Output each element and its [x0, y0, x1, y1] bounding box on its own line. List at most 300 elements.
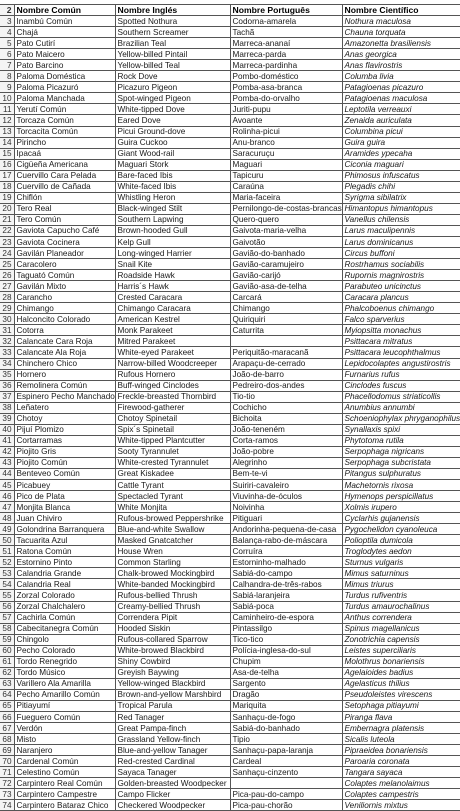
scientific-name-cell[interactable]: Furnarius rufus [342, 369, 460, 380]
portuguese-name-cell[interactable]: Pombo-doméstico [230, 71, 342, 82]
row-number-cell[interactable]: 40 [0, 424, 14, 435]
row-number-cell[interactable]: 24 [0, 248, 14, 259]
row-number-cell[interactable]: 69 [0, 745, 14, 756]
english-name-cell[interactable]: White Monjita [115, 502, 230, 513]
portuguese-name-cell[interactable]: Rolinha-picui [230, 126, 342, 137]
scientific-name-cell[interactable]: Leistes superciliaris [342, 645, 460, 656]
common-name-cell[interactable]: Halconcito Colorado [14, 314, 115, 325]
portuguese-name-cell[interactable]: Pica-pau-do-campo [230, 789, 342, 800]
row-number-cell[interactable]: 11 [0, 104, 14, 115]
portuguese-name-cell[interactable]: Balança-rabo-de-máscara [230, 535, 342, 546]
scientific-name-cell[interactable]: Turdus rufiventris [342, 590, 460, 601]
scientific-name-cell[interactable]: Syrigma sibilatrix [342, 192, 460, 203]
portuguese-name-cell[interactable]: Marreca-ananaí [230, 38, 342, 49]
common-name-cell[interactable]: Ratona Común [14, 546, 115, 557]
portuguese-name-cell[interactable]: Gavião-asa-de-telha [230, 281, 342, 292]
english-name-cell[interactable]: Southern Lapwing [115, 214, 230, 225]
row-number-cell[interactable]: 3 [0, 16, 14, 27]
row-number-cell[interactable]: 2 [0, 5, 14, 16]
scientific-name-cell[interactable]: Myiopsitta monachus [342, 325, 460, 336]
common-name-cell[interactable]: Cabecitanegra Común [14, 623, 115, 634]
row-number-cell[interactable]: 15 [0, 148, 14, 159]
common-name-cell[interactable]: Chingolo [14, 634, 115, 645]
common-name-cell[interactable]: Pato Cutirí [14, 38, 115, 49]
english-name-cell[interactable]: Harris´s Hawk [115, 281, 230, 292]
scientific-name-cell[interactable]: Embernagra platensis [342, 723, 460, 734]
scientific-name-cell[interactable]: Agelaioides badius [342, 667, 460, 678]
common-name-cell[interactable]: Juan Chiviro [14, 513, 115, 524]
common-name-cell[interactable]: Picabuey [14, 480, 115, 491]
row-number-cell[interactable]: 22 [0, 225, 14, 236]
scientific-name-cell[interactable]: Molothrus bonariensis [342, 656, 460, 667]
portuguese-name-cell[interactable]: Gavião-caramujeiro [230, 259, 342, 270]
row-number-cell[interactable]: 45 [0, 480, 14, 491]
portuguese-name-cell[interactable]: Mariquita [230, 700, 342, 711]
english-name-cell[interactable]: Grassland Yellow-finch [115, 734, 230, 745]
scientific-name-cell[interactable]: Larus maculipennis [342, 225, 460, 236]
portuguese-name-cell[interactable]: Carcará [230, 292, 342, 303]
english-name-cell[interactable]: House Wren [115, 546, 230, 557]
common-name-cell[interactable]: Chajá [14, 27, 115, 38]
scientific-name-cell[interactable]: Turdus amaurochalinus [342, 601, 460, 612]
english-name-cell[interactable]: Spectacled Tyrant [115, 491, 230, 502]
scientific-name-cell[interactable]: Psittacara mitratus [342, 336, 460, 347]
row-number-cell[interactable]: 54 [0, 579, 14, 590]
scientific-name-cell[interactable]: Phytotoma rutila [342, 435, 460, 446]
scientific-name-cell[interactable]: Colaptes campestris [342, 789, 460, 800]
common-name-cell[interactable]: Yerutí Común [14, 104, 115, 115]
row-number-cell[interactable]: 71 [0, 767, 14, 778]
portuguese-name-cell[interactable]: Tachã [230, 27, 342, 38]
common-name-cell[interactable]: Calandria Grande [14, 568, 115, 579]
column-header-scientific-name[interactable]: Nombre Científico [342, 5, 460, 16]
column-header-common-name[interactable]: Nombre Común [14, 5, 115, 16]
row-number-cell[interactable]: 74 [0, 800, 14, 811]
scientific-name-cell[interactable]: Rostrhamus sociabilis [342, 259, 460, 270]
row-number-cell[interactable]: 64 [0, 689, 14, 700]
scientific-name-cell[interactable]: Columba livia [342, 71, 460, 82]
english-name-cell[interactable]: White-crested Tyrannulet [115, 457, 230, 468]
common-name-cell[interactable]: Cigüeña Americana [14, 159, 115, 170]
english-name-cell[interactable]: Red-crested Cardinal [115, 756, 230, 767]
scientific-name-cell[interactable]: Phimosus infuscatus [342, 170, 460, 181]
portuguese-name-cell[interactable]: Quiriquiri [230, 314, 342, 325]
english-name-cell[interactable]: Rufous-browed Peppershrike [115, 513, 230, 524]
row-number-cell[interactable]: 6 [0, 49, 14, 60]
portuguese-name-cell[interactable]: Bichoita [230, 413, 342, 424]
row-number-cell[interactable]: 61 [0, 656, 14, 667]
portuguese-name-cell[interactable]: Sargento [230, 678, 342, 689]
common-name-cell[interactable]: Taguató Común [14, 270, 115, 281]
scientific-name-cell[interactable]: Chauna torquata [342, 27, 460, 38]
english-name-cell[interactable]: Maguari Stork [115, 159, 230, 170]
english-name-cell[interactable]: Snail Kite [115, 259, 230, 270]
row-number-cell[interactable]: 21 [0, 214, 14, 225]
scientific-name-cell[interactable]: Troglodytes aedon [342, 546, 460, 557]
row-number-cell[interactable]: 31 [0, 325, 14, 336]
scientific-name-cell[interactable]: Circus buffoni [342, 248, 460, 259]
portuguese-name-cell[interactable]: Chupim [230, 656, 342, 667]
portuguese-name-cell[interactable]: Sabiá-do-campo [230, 568, 342, 579]
portuguese-name-cell[interactable]: Arapaçu-de-cerrado [230, 358, 342, 369]
english-name-cell[interactable]: Guira Cuckoo [115, 137, 230, 148]
english-name-cell[interactable]: Sooty Tyrannulet [115, 446, 230, 457]
common-name-cell[interactable]: Cotorra [14, 325, 115, 336]
portuguese-name-cell[interactable]: Corta-ramos [230, 435, 342, 446]
portuguese-name-cell[interactable]: Gaivotão [230, 236, 342, 247]
row-number-cell[interactable]: 57 [0, 612, 14, 623]
row-number-cell[interactable]: 52 [0, 557, 14, 568]
scientific-name-cell[interactable]: Hymenops perspicillatus [342, 491, 460, 502]
row-number-cell[interactable]: 68 [0, 734, 14, 745]
common-name-cell[interactable]: Estornino Pinto [14, 557, 115, 568]
common-name-cell[interactable]: Gavilán Planeador [14, 248, 115, 259]
english-name-cell[interactable]: Narrow-billed Woodcreeper [115, 358, 230, 369]
english-name-cell[interactable]: Tropical Parula [115, 700, 230, 711]
english-name-cell[interactable]: Giant Wood-rail [115, 148, 230, 159]
portuguese-name-cell[interactable]: Asa-de-telha [230, 667, 342, 678]
english-name-cell[interactable]: White-tipped Dove [115, 104, 230, 115]
common-name-cell[interactable]: Zorzal Colorado [14, 590, 115, 601]
row-number-cell[interactable]: 41 [0, 435, 14, 446]
scientific-name-cell[interactable]: Psittacara leucophthalmus [342, 347, 460, 358]
common-name-cell[interactable]: Paloma Doméstica [14, 71, 115, 82]
scientific-name-cell[interactable]: Patagioenas maculosa [342, 93, 460, 104]
row-number-cell[interactable]: 42 [0, 446, 14, 457]
scientific-name-cell[interactable]: Setophaga pitiayumi [342, 700, 460, 711]
english-name-cell[interactable]: Bare-faced Ibis [115, 170, 230, 181]
portuguese-name-cell[interactable]: Anu-branco [230, 137, 342, 148]
common-name-cell[interactable]: Leñatero [14, 402, 115, 413]
common-name-cell[interactable]: Torcacita Común [14, 126, 115, 137]
row-number-cell[interactable]: 70 [0, 756, 14, 767]
row-number-cell[interactable]: 62 [0, 667, 14, 678]
common-name-cell[interactable]: Tordo Renegrido [14, 656, 115, 667]
scientific-name-cell[interactable]: Vanellus chilensis [342, 214, 460, 225]
scientific-name-cell[interactable]: Rupornis magnirostris [342, 270, 460, 281]
common-name-cell[interactable]: Cardenal Común [14, 756, 115, 767]
row-number-cell[interactable]: 39 [0, 413, 14, 424]
row-number-cell[interactable]: 67 [0, 723, 14, 734]
english-name-cell[interactable]: Spix´s Spinetail [115, 424, 230, 435]
common-name-cell[interactable]: Pirincho [14, 137, 115, 148]
common-name-cell[interactable]: Piojito Común [14, 457, 115, 468]
english-name-cell[interactable]: White-tipped Plantcutter [115, 435, 230, 446]
row-number-cell[interactable]: 28 [0, 292, 14, 303]
portuguese-name-cell[interactable]: Avoante [230, 115, 342, 126]
common-name-cell[interactable]: Verdón [14, 723, 115, 734]
column-header-english-name[interactable]: Nombre Inglés [115, 5, 230, 16]
row-number-cell[interactable]: 59 [0, 634, 14, 645]
row-number-cell[interactable]: 38 [0, 402, 14, 413]
portuguese-name-cell[interactable]: Pomba-asa-branca [230, 82, 342, 93]
row-number-cell[interactable]: 33 [0, 347, 14, 358]
scientific-name-cell[interactable]: Paroaria coronata [342, 756, 460, 767]
english-name-cell[interactable]: Chotoy Spinetail [115, 413, 230, 424]
row-number-cell[interactable]: 56 [0, 601, 14, 612]
portuguese-name-cell[interactable]: Maria-faceira [230, 192, 342, 203]
scientific-name-cell[interactable]: Patagioenas picazuro [342, 82, 460, 93]
row-number-cell[interactable]: 5 [0, 38, 14, 49]
common-name-cell[interactable]: Cuervillo de Cañada [14, 181, 115, 192]
portuguese-name-cell[interactable] [230, 778, 342, 789]
common-name-cell[interactable]: Chinchero Chico [14, 358, 115, 369]
common-name-cell[interactable]: Chimango [14, 303, 115, 314]
scientific-name-cell[interactable]: Cyclarhis gujanensis [342, 513, 460, 524]
scientific-name-cell[interactable]: Guira guira [342, 137, 460, 148]
english-name-cell[interactable]: White-eyed Parakeet [115, 347, 230, 358]
common-name-cell[interactable]: Calancate Ala Roja [14, 347, 115, 358]
portuguese-name-cell[interactable]: Sanhaçu-cinzento [230, 767, 342, 778]
common-name-cell[interactable]: Tero Común [14, 214, 115, 225]
common-name-cell[interactable]: Piojito Gris [14, 446, 115, 457]
common-name-cell[interactable]: Zorzal Chalchalero [14, 601, 115, 612]
portuguese-name-cell[interactable]: Caturrita [230, 325, 342, 336]
portuguese-name-cell[interactable]: Sanhaçu-de-fogo [230, 712, 342, 723]
row-number-cell[interactable]: 10 [0, 93, 14, 104]
scientific-name-cell[interactable]: Plegadis chihi [342, 181, 460, 192]
scientific-name-cell[interactable]: Mimus saturninus [342, 568, 460, 579]
row-number-cell[interactable]: 50 [0, 535, 14, 546]
scientific-name-cell[interactable]: Phacellodomus striaticollis [342, 391, 460, 402]
portuguese-name-cell[interactable]: Pica-pau-chorão [230, 800, 342, 811]
portuguese-name-cell[interactable]: Marreca-pardinha [230, 60, 342, 71]
scientific-name-cell[interactable]: Pygochelidon cyanoleuca [342, 524, 460, 535]
english-name-cell[interactable]: Long-winged Harrier [115, 248, 230, 259]
common-name-cell[interactable]: Paloma Picazuró [14, 82, 115, 93]
portuguese-name-cell[interactable]: Codorna-amarela [230, 16, 342, 27]
portuguese-name-cell[interactable]: Bem-te-vi [230, 468, 342, 479]
portuguese-name-cell[interactable]: Estorninho-malhado [230, 557, 342, 568]
portuguese-name-cell[interactable]: João-teneném [230, 424, 342, 435]
portuguese-name-cell[interactable]: Pernilongo-de-costas-brancas [230, 203, 342, 214]
common-name-cell[interactable]: Celestino Común [14, 767, 115, 778]
portuguese-name-cell[interactable]: Caminheiro-de-espora [230, 612, 342, 623]
english-name-cell[interactable]: Greyish Baywing [115, 667, 230, 678]
scientific-name-cell[interactable]: Sturnus vulgaris [342, 557, 460, 568]
portuguese-name-cell[interactable]: Gavião-do-banhado [230, 248, 342, 259]
common-name-cell[interactable]: Varillero Ala Amarilla [14, 678, 115, 689]
row-number-cell[interactable]: 26 [0, 270, 14, 281]
row-number-cell[interactable]: 9 [0, 82, 14, 93]
portuguese-name-cell[interactable]: João-pobre [230, 446, 342, 457]
common-name-cell[interactable]: Gaviota Cocinera [14, 236, 115, 247]
scientific-name-cell[interactable]: Xolmis irupero [342, 502, 460, 513]
row-number-cell[interactable]: 4 [0, 27, 14, 38]
scientific-name-cell[interactable]: Spinus magellanicus [342, 623, 460, 634]
common-name-cell[interactable]: Remolinera Común [14, 380, 115, 391]
english-name-cell[interactable]: Brown-and-yellow Marshbird [115, 689, 230, 700]
portuguese-name-cell[interactable]: Chimango [230, 303, 342, 314]
common-name-cell[interactable]: Pecho Amarillo Común [14, 689, 115, 700]
row-number-cell[interactable]: 36 [0, 380, 14, 391]
portuguese-name-cell[interactable] [230, 336, 342, 347]
row-number-cell[interactable]: 35 [0, 369, 14, 380]
portuguese-name-cell[interactable]: Tipio [230, 734, 342, 745]
portuguese-name-cell[interactable]: Pedreiro-dos-andes [230, 380, 342, 391]
row-number-cell[interactable]: 55 [0, 590, 14, 601]
common-name-cell[interactable]: Gaviota Capucho Café [14, 225, 115, 236]
portuguese-name-cell[interactable]: Calhandra-de-três-rabos [230, 579, 342, 590]
scientific-name-cell[interactable]: Himantopus himantopus [342, 203, 460, 214]
row-number-cell[interactable]: 34 [0, 358, 14, 369]
row-number-cell[interactable]: 58 [0, 623, 14, 634]
common-name-cell[interactable]: Tero Real [14, 203, 115, 214]
scientific-name-cell[interactable]: Anas flavirostris [342, 60, 460, 71]
portuguese-name-cell[interactable]: Pitiguari [230, 513, 342, 524]
common-name-cell[interactable]: Pato Maicero [14, 49, 115, 60]
english-name-cell[interactable]: Campo Flicker [115, 789, 230, 800]
english-name-cell[interactable]: Masked Gnatcatcher [115, 535, 230, 546]
portuguese-name-cell[interactable]: Andorinha-pequena-de-casa [230, 524, 342, 535]
scientific-name-cell[interactable]: Amazonetta brasiliensis [342, 38, 460, 49]
scientific-name-cell[interactable]: Sicalis luteola [342, 734, 460, 745]
common-name-cell[interactable]: Pecho Colorado [14, 645, 115, 656]
common-name-cell[interactable]: Tordo Músico [14, 667, 115, 678]
portuguese-name-cell[interactable]: Tio-tio [230, 391, 342, 402]
english-name-cell[interactable]: Rufous-bellied Thrush [115, 590, 230, 601]
portuguese-name-cell[interactable]: Noivinha [230, 502, 342, 513]
common-name-cell[interactable]: Carancho [14, 292, 115, 303]
scientific-name-cell[interactable]: Ciconia maguari [342, 159, 460, 170]
scientific-name-cell[interactable]: Anas georgica [342, 49, 460, 60]
scientific-name-cell[interactable]: Veniliornis mixtus [342, 800, 460, 811]
portuguese-name-cell[interactable]: Cardeal [230, 756, 342, 767]
scientific-name-cell[interactable]: Leptotila verreauxi [342, 104, 460, 115]
portuguese-name-cell[interactable]: Cochicho [230, 402, 342, 413]
portuguese-name-cell[interactable]: Suiriri-cavaleiro [230, 480, 342, 491]
portuguese-name-cell[interactable]: Viuvinha-de-óculos [230, 491, 342, 502]
english-name-cell[interactable]: Great Pampa-finch [115, 723, 230, 734]
row-number-cell[interactable]: 25 [0, 259, 14, 270]
scientific-name-cell[interactable]: Machetornis rixosa [342, 480, 460, 491]
scientific-name-cell[interactable]: Mimus triurus [342, 579, 460, 590]
portuguese-name-cell[interactable]: João-de-barro [230, 369, 342, 380]
portuguese-name-cell[interactable]: Maguari [230, 159, 342, 170]
portuguese-name-cell[interactable]: Quero-quero [230, 214, 342, 225]
row-number-cell[interactable]: 29 [0, 303, 14, 314]
common-name-cell[interactable]: Carpintero Campestre [14, 789, 115, 800]
common-name-cell[interactable]: Calancate Cara Roja [14, 336, 115, 347]
row-number-cell[interactable]: 49 [0, 524, 14, 535]
scientific-name-cell[interactable]: Larus dominicanus [342, 236, 460, 247]
common-name-cell[interactable]: Torcaza Común [14, 115, 115, 126]
common-name-cell[interactable]: Hornero [14, 369, 115, 380]
portuguese-name-cell[interactable]: Sanhaçu-papa-laranja [230, 745, 342, 756]
common-name-cell[interactable]: Tacuarita Azul [14, 535, 115, 546]
scientific-name-cell[interactable]: Anthus correndera [342, 612, 460, 623]
common-name-cell[interactable]: Fueguero Común [14, 712, 115, 723]
row-number-cell[interactable]: 72 [0, 778, 14, 789]
portuguese-name-cell[interactable]: Corruíra [230, 546, 342, 557]
english-name-cell[interactable]: Blue-and-yellow Tanager [115, 745, 230, 756]
common-name-cell[interactable]: Chotoy [14, 413, 115, 424]
english-name-cell[interactable]: Picui Ground-dove [115, 126, 230, 137]
portuguese-name-cell[interactable]: Tico-tico [230, 634, 342, 645]
english-name-cell[interactable]: American Kestrel [115, 314, 230, 325]
row-number-cell[interactable]: 20 [0, 203, 14, 214]
common-name-cell[interactable]: Paloma Manchada [14, 93, 115, 104]
row-number-cell[interactable]: 44 [0, 468, 14, 479]
common-name-cell[interactable]: Monjita Blanca [14, 502, 115, 513]
portuguese-name-cell[interactable]: Pomba-do-orvalho [230, 93, 342, 104]
common-name-cell[interactable]: Gavilán Mixto [14, 281, 115, 292]
english-name-cell[interactable]: Kelp Gull [115, 236, 230, 247]
portuguese-name-cell[interactable]: Sabiá-do-banhado [230, 723, 342, 734]
row-number-cell[interactable]: 32 [0, 336, 14, 347]
english-name-cell[interactable]: White-browed Blackbird [115, 645, 230, 656]
scientific-name-cell[interactable]: Zonotrichia capensis [342, 634, 460, 645]
portuguese-name-cell[interactable]: Pintassilgo [230, 623, 342, 634]
english-name-cell[interactable]: Spot-winged Pigeon [115, 93, 230, 104]
common-name-cell[interactable]: Pato Barcino [14, 60, 115, 71]
english-name-cell[interactable]: Correndera Pipit [115, 612, 230, 623]
portuguese-name-cell[interactable]: Saracuruçu [230, 148, 342, 159]
row-number-cell[interactable]: 65 [0, 700, 14, 711]
portuguese-name-cell[interactable]: Gavião-carijó [230, 270, 342, 281]
scientific-name-cell[interactable]: Caracara plancus [342, 292, 460, 303]
scientific-name-cell[interactable]: Pseudoleistes virescens [342, 689, 460, 700]
column-header-portuguese-name[interactable]: Nombre Português [230, 5, 342, 16]
portuguese-name-cell[interactable]: Dragão [230, 689, 342, 700]
scientific-name-cell[interactable]: Zenaida auriculata [342, 115, 460, 126]
scientific-name-cell[interactable]: Colaptes melanolaimus [342, 778, 460, 789]
row-number-cell[interactable]: 18 [0, 181, 14, 192]
portuguese-name-cell[interactable]: Marreca-parda [230, 49, 342, 60]
portuguese-name-cell[interactable]: Periquitão-maracanã [230, 347, 342, 358]
common-name-cell[interactable]: Cortarramas [14, 435, 115, 446]
common-name-cell[interactable]: Cachirla Común [14, 612, 115, 623]
english-name-cell[interactable]: White-faced Ibis [115, 181, 230, 192]
row-number-cell[interactable]: 53 [0, 568, 14, 579]
scientific-name-cell[interactable]: Agelasticus thilius [342, 678, 460, 689]
english-name-cell[interactable]: Spotted Nothura [115, 16, 230, 27]
portuguese-name-cell[interactable]: Sabiá-laranjeira [230, 590, 342, 601]
english-name-cell[interactable]: Crested Caracara [115, 292, 230, 303]
row-number-cell[interactable]: 73 [0, 789, 14, 800]
scientific-name-cell[interactable]: Pipraeidea bonariensis [342, 745, 460, 756]
common-name-cell[interactable]: Espinero Pecho Manchado [14, 391, 115, 402]
scientific-name-cell[interactable]: Schoeniophylax phryganophilus [342, 413, 460, 424]
portuguese-name-cell[interactable]: Sabiá-poca [230, 601, 342, 612]
scientific-name-cell[interactable]: Nothura maculosa [342, 16, 460, 27]
row-number-cell[interactable]: 8 [0, 71, 14, 82]
row-number-cell[interactable]: 12 [0, 115, 14, 126]
english-name-cell[interactable]: Brazilian Teal [115, 38, 230, 49]
portuguese-name-cell[interactable]: Gaivota-maria-velha [230, 225, 342, 236]
scientific-name-cell[interactable]: Phalcoboenus chimango [342, 303, 460, 314]
english-name-cell[interactable]: Yellow-billed Teal [115, 60, 230, 71]
english-name-cell[interactable]: Golden-breasted Woodpecker [115, 778, 230, 789]
common-name-cell[interactable]: Chiflón [14, 192, 115, 203]
common-name-cell[interactable]: Golondrina Barranquera [14, 524, 115, 535]
english-name-cell[interactable]: White-banded Mockingbird [115, 579, 230, 590]
english-name-cell[interactable]: Monk Parakeet [115, 325, 230, 336]
scientific-name-cell[interactable]: Cinclodes fuscus [342, 380, 460, 391]
english-name-cell[interactable]: Chalk-browed Mockingbird [115, 568, 230, 579]
common-name-cell[interactable]: Pitiayumí [14, 700, 115, 711]
common-name-cell[interactable]: Caracolero [14, 259, 115, 270]
english-name-cell[interactable]: Yellow-billed Pintail [115, 49, 230, 60]
scientific-name-cell[interactable]: Polioptila dumicola [342, 535, 460, 546]
scientific-name-cell[interactable]: Synallaxis spixi [342, 424, 460, 435]
common-name-cell[interactable]: Inambú Común [14, 16, 115, 27]
scientific-name-cell[interactable]: Falco sparverius [342, 314, 460, 325]
scientific-name-cell[interactable]: Tangara sayaca [342, 767, 460, 778]
row-number-cell[interactable]: 37 [0, 391, 14, 402]
portuguese-name-cell[interactable]: Juriti-pupu [230, 104, 342, 115]
common-name-cell[interactable]: Carpintero Real Común [14, 778, 115, 789]
